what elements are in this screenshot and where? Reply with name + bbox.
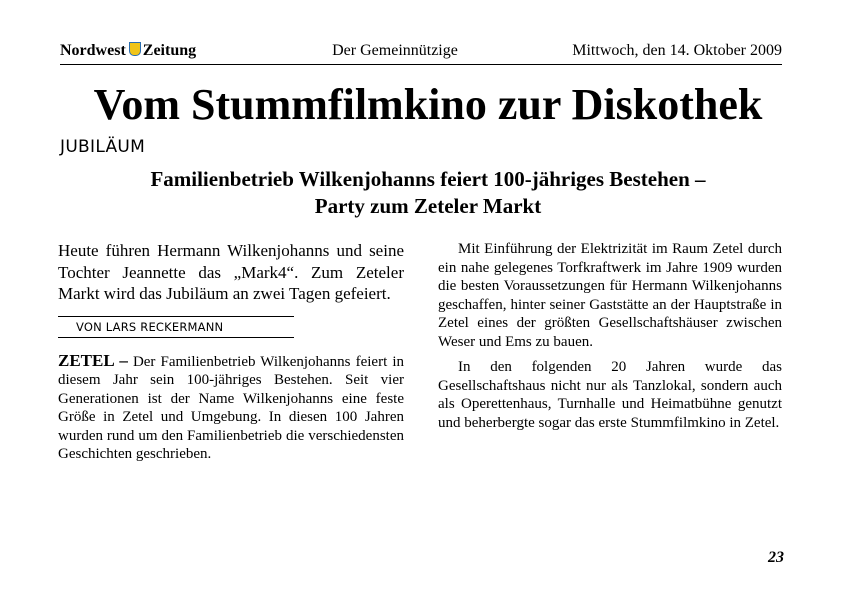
article-column-left — [58, 240, 404, 464]
subheadline-line-1: Familienbetrieb Wilkenjohanns feiert 100-jähriges Bestehen – — [150, 167, 706, 191]
logo-text-left: Nordwest — [60, 42, 126, 59]
article-column-right — [438, 240, 782, 439]
issue-date: Mittwoch, den 14. Oktober 2009 — [572, 42, 782, 59]
article-lead: Heute führen Hermann Wilkenjohanns und seine Tochter Jeannette das „Mark4“. Zum Zeteler Markt wird das Jubiläum an zwei Tagen gefeiert. — [58, 241, 404, 303]
dateline: ZETEL – — [58, 350, 128, 370]
article-body-paragraph — [58, 352, 404, 464]
section-name: Der Gemeinnützige — [332, 42, 458, 59]
crest-icon — [129, 42, 141, 56]
page-number: 23 — [768, 549, 784, 566]
body-text-left: Der Familienbetrieb Wilkenjohanns feiert in diesem Jahr sein 100-jähriges Bestehen. Seit vier Generationen ist der Name Wilkenjohanns eine feste Größe in Zetel und Umgebung. In diesen 100 Jahren wurden rund um den Familienbetrieb die verschiedensten Geschichten geschrieben. — [58, 353, 404, 462]
article-subheadline — [40, 166, 816, 220]
newspaper-logo — [60, 42, 196, 60]
masthead — [60, 42, 782, 65]
article-kicker: JUBILÄUM — [60, 137, 146, 157]
logo-text-right: Zeitung — [142, 42, 197, 59]
article-headline: Vom Stummfilmkino zur Diskothek — [93, 80, 763, 129]
subheadline-line-2: Party zum Zeteler Markt — [314, 194, 542, 218]
article-body-paragraph: In den folgenden 20 Jahren wurde das Gesellschaftshaus nicht nur als Tanzlokal, sondern auch als Operettenhaus, Turnhalle und Heimatbühne genutzt und beherbergte sogar das erste Stummfilmkino in Zetel. — [438, 359, 782, 431]
article-body-paragraph: Mit Einführung der Elektrizität im Raum Zetel durch ein nahe gelegenes Torfkraftwerk im Jahre 1909 wurden die besten Voraussetzungen für Hermann Wilkenjohanns geschaffen, hinter seiner Gaststätte an der Hauptstraße in Zetel eines der größten Gesellschaftshäuser zwischen Weser und Ems zu bauen. — [438, 241, 782, 350]
author-byline: VON LARS RECKERMANN — [58, 316, 294, 338]
